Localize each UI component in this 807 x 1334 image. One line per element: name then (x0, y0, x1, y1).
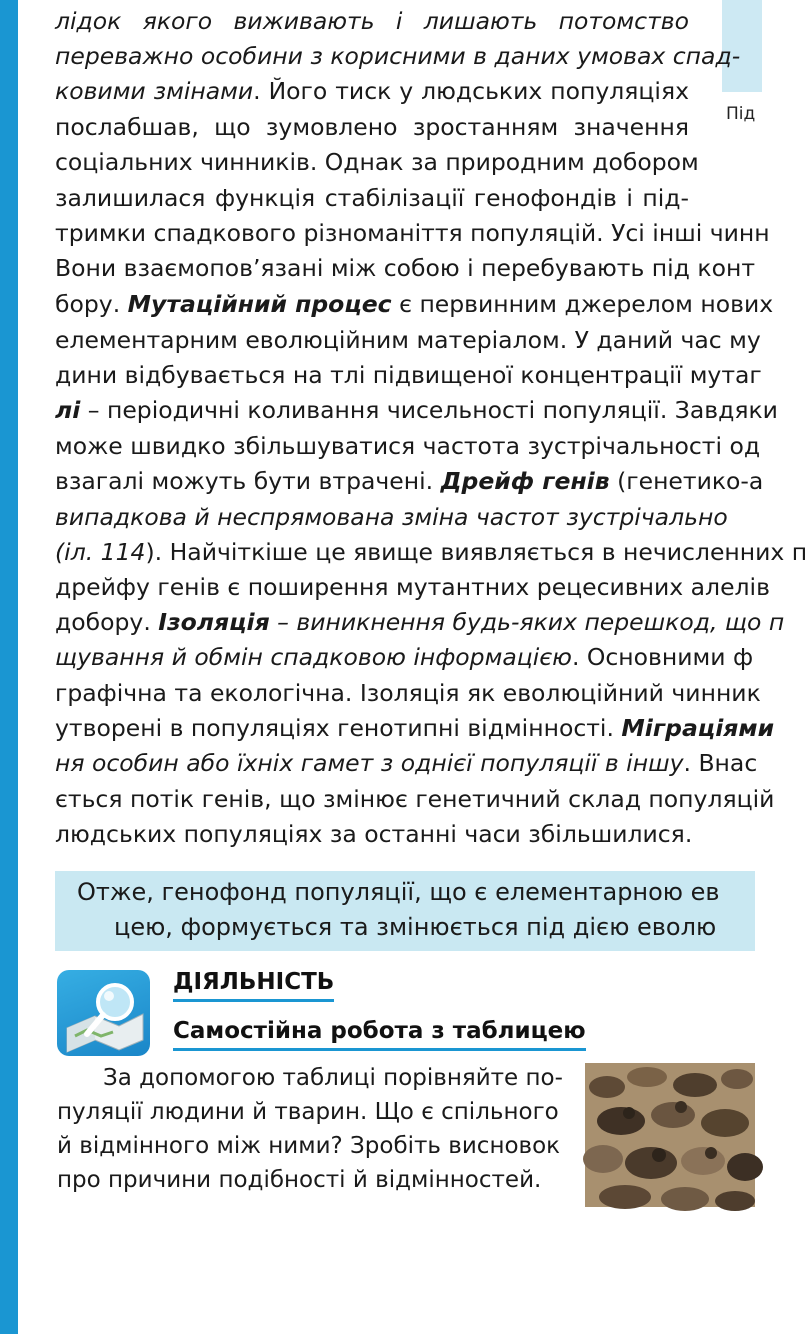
text-run: взагалі можуть бути втрачені. (55, 467, 441, 495)
seal-colony-photo (585, 1063, 755, 1207)
text-run: . Його тиск у людських популяціях (253, 77, 689, 105)
text-run: утворені в популяціях генотипні відмінності. (55, 714, 622, 742)
text-run: залишилася функція стабілізації генофондів і під- (55, 184, 689, 212)
text-run: – періодичні коливання чисельності популяції. Завдяки (80, 396, 778, 424)
text-run: Вони взаємопов’язані між собою і перебувають під конт (55, 254, 756, 282)
task-line: й відмінного між ними? Зробіть висновок (57, 1133, 561, 1159)
body-line (55, 432, 761, 460)
text-run: випадкова й неспрямована зміна частот зустрічально (55, 503, 728, 531)
task-line: пуляції людини й тварин. Що є спільного (57, 1099, 559, 1125)
text-run: ковими змінами (55, 77, 254, 105)
body-line (55, 714, 775, 742)
body-line (55, 467, 764, 495)
key-term: Ізоляція (158, 608, 270, 636)
task-line: про причини подібності й відмінностей. (57, 1167, 542, 1193)
key-term: Мутаційний процес (127, 290, 392, 318)
text-run: бору. (55, 290, 128, 318)
text-run: (генетико-а (609, 467, 764, 495)
text-run: може швидко збільшуватися частота зустрічальності од (55, 432, 761, 460)
summary-line-2: цею, формується та змінюється під дією еволю (114, 913, 717, 941)
text-run: соціальних чинників. Однак за природним добором (55, 148, 699, 176)
summary-box (55, 871, 755, 951)
body-line (55, 820, 693, 848)
body-line (55, 7, 689, 35)
body-line (55, 326, 761, 354)
text-run: елементарним еволюційним матеріалом. У даний час му (55, 326, 761, 354)
body-line (55, 254, 756, 282)
text-run: тримки спадкового різноманіття популяцій. Усі інші чинн (55, 219, 770, 247)
text-run: – виникнення будь-яких перешкод, що п (269, 608, 785, 636)
text-run: дини відбувається на тлі підвищеної концентрації мутаг (55, 361, 762, 389)
body-line (55, 608, 785, 636)
body-line (55, 113, 689, 141)
text-run: добору. (55, 608, 159, 636)
body-line (55, 785, 775, 813)
body-line (55, 396, 778, 424)
activity-title: ДІЯЛЬНІСТЬ (173, 969, 334, 1002)
body-line (55, 749, 758, 777)
body-line (55, 538, 807, 566)
body-line (55, 503, 728, 531)
body-line (55, 148, 699, 176)
page-edge-bar (0, 0, 18, 1334)
text-run: ня особин або їхніх гамет з однієї популяції в іншу (55, 749, 684, 777)
body-line (55, 361, 762, 389)
text-run: ється потік генів, що змінює генетичний склад популяцій (55, 785, 775, 813)
text-run: переважно особини з корисними в даних умовах спад- (55, 42, 741, 70)
text-run: . Основними ф (571, 643, 754, 671)
text-run: людських популяціях за останні часи збільшилися. (55, 820, 693, 848)
body-line (55, 42, 741, 70)
body-line (55, 679, 761, 707)
task-line: За допомогою таблиці порівняйте по- (103, 1065, 563, 1091)
magnifier-map-icon (57, 970, 150, 1056)
activity-subtitle: Самостійна робота з таблицею (173, 1018, 586, 1051)
summary-line-1: Отже, генофонд популяції, що є елементарною ев (77, 878, 720, 906)
text-run: дрейфу генів є поширення мутантних рецесивних алелів (55, 573, 770, 601)
figure-caption: Під (726, 104, 756, 124)
text-run: послабшав, що зумовлено зростанням значення (55, 113, 689, 141)
body-line (55, 573, 770, 601)
key-term: Дрейф генів (440, 467, 610, 495)
text-run: щування й обмін спадковою інформацією (55, 643, 572, 671)
body-line (55, 219, 770, 247)
text-run: лідок якого виживають і лишають потомство (55, 7, 689, 35)
body-line (55, 643, 754, 671)
body-line (55, 77, 689, 105)
key-term: Міграціями (621, 714, 775, 742)
key-term: лі (55, 396, 81, 424)
text-run: (іл. 114 (55, 538, 146, 566)
body-line (55, 290, 774, 318)
text-run: графічна та екологічна. Ізоляція як еволюційний чинник (55, 679, 761, 707)
text-run: . Внас (683, 749, 758, 777)
body-line (55, 184, 689, 212)
text-run: є первинним джерелом нових (391, 290, 774, 318)
text-run: ). Найчіткіше це явище виявляється в нечисленних п (145, 538, 807, 566)
